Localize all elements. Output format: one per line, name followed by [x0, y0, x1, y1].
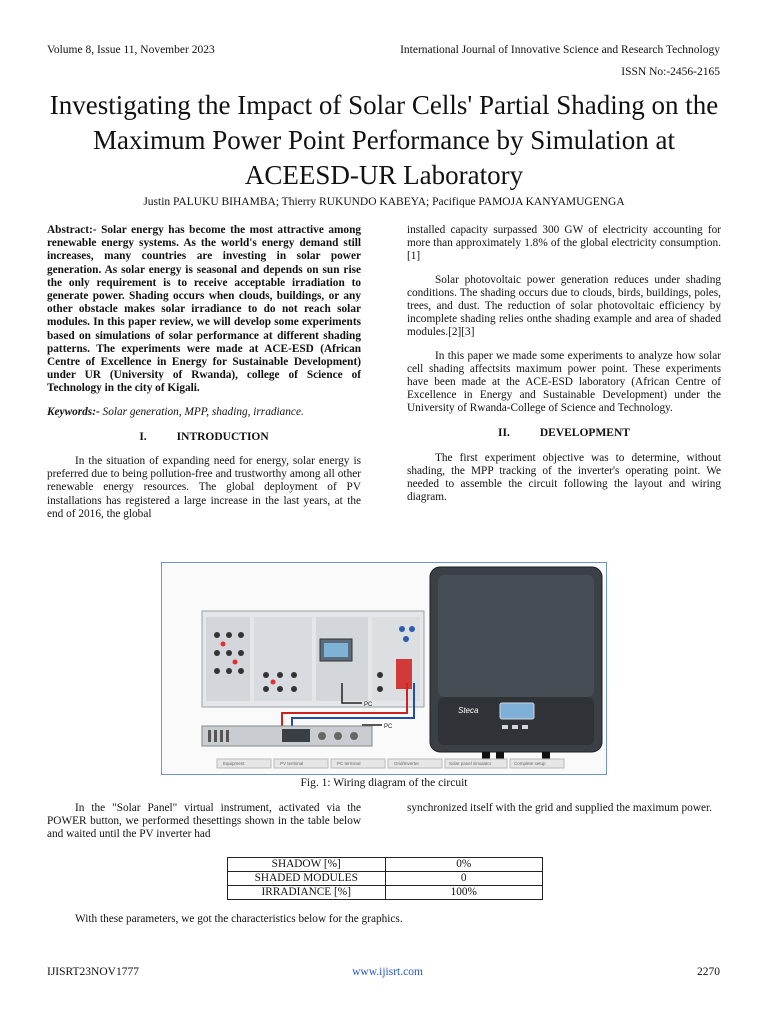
lower-right-paragraph: [407, 802, 721, 815]
keywords: [47, 406, 361, 419]
simulator-knobs: [318, 732, 358, 740]
left-column: [47, 224, 361, 521]
section-number: II.: [498, 426, 510, 439]
inverter-buttons: [502, 725, 528, 729]
section-heading-introduction: [47, 431, 361, 444]
settings-table: [227, 857, 543, 900]
tab-label: Solar panel simulator: [449, 761, 492, 766]
table-row: [228, 886, 543, 900]
wiring-diagram-figure: [161, 562, 607, 775]
table-cell-value: 0%: [385, 858, 543, 872]
inverter-display: [500, 703, 534, 719]
paragraph-experiments: In this paper we made some experiments to analyze how solar cell shading affectsits maximum power point. These experiments have been made at the ACE-ESD laboratory (African Centre of Excellence in Energy and Sustainable Development) under the University of Rwanda-College of Science and Technology.: [407, 349, 721, 415]
tab-label: PV terminal: [280, 761, 304, 766]
section-number: I.: [139, 430, 147, 443]
trainer-module: [254, 617, 312, 701]
tab-label: Grid/Inverter: [394, 761, 420, 766]
table-row: [228, 858, 543, 872]
section-heading-development: [407, 427, 721, 440]
section-title: INTRODUCTION: [176, 430, 269, 443]
red-breaker: [396, 659, 412, 689]
paragraph-capacity: installed capacity surpassed 300 GW of electricity accounting for more than approximately 1.8% of the global electricity consumption.[1]: [407, 224, 721, 263]
after-table-paragraph: With these parameters, we got the characteristics below for the graphics.: [75, 913, 403, 925]
paper-authors: Justin PALUKU BIHAMBA; Thierry RUKUNDO KABEYA; Pacifique PAMOJA KANYAMUGENGA: [143, 196, 625, 208]
paragraph-synchronized: synchronized itself with the grid and supplied the maximum power.: [407, 802, 712, 814]
wiring-diagram-image: [162, 563, 606, 774]
header-volume: Volume 8, Issue 11, November 2023: [47, 44, 215, 56]
pc-label: PC: [364, 702, 373, 708]
paragraph-solar-panel-instrument: In the "Solar Panel" virtual instrument, activated via the POWER button, we performed thesettings shown in the table below and waited until the PV inverter had: [47, 802, 361, 841]
meter-screen: [324, 643, 348, 657]
footer-paper-id: IJISRT23NOV1777: [47, 966, 139, 978]
tab-label: Equipment: [223, 761, 245, 766]
intro-paragraph: In the situation of expanding need for energy, solar energy is preferred due to being pollution-free and trustworthy among all other renewable energy resources. The global deployment of PV installations has registered a large increase in the last years, at the end of 2016, the global: [47, 455, 361, 520]
footer-website-link[interactable]: www.ijisrt.com: [352, 966, 423, 978]
footer-page-number: 2270: [697, 966, 720, 978]
lower-left-paragraph: [47, 802, 361, 842]
header-issn: ISSN No:-2456-2165: [621, 66, 720, 78]
tab-label: PC terminal: [337, 761, 361, 766]
figure-caption: Fig. 1: Wiring diagram of the circuit: [300, 777, 468, 789]
simulator-display: [282, 729, 310, 742]
paper-title: Investigating the Impact of Solar Cells' Partial Shading on the Maximum Power Point Performance by Simulation at ACEESD-UR Laboratory: [49, 90, 719, 190]
table-cell-param: SHADED MODULES: [228, 872, 386, 886]
keywords-text: Solar generation, MPP, shading, irradiance.: [102, 405, 304, 418]
paragraph-objective: The first experiment objective was to determine, without shading, the MPP tracking of the inverter's operating point. We needed to assemble the circuit following the layout and wiring diagram.: [407, 451, 721, 504]
abstract: Abstract:- Solar energy has become the most attractive among renewable energy systems. As the world's energy demand still increases, many countries are investing in solar power generation. As solar energy is seasonal and depends on sun rise the only requirement is to receive acceptable irradiation to generate power. Shading occurs when clouds, buildings, or any other obstacle makes solar irradiance to do not reach solar modules. In this paper review, we will develop some experiments based on simulations of solar performance at different shading patterns. The experiments were made at ACE-ESD (African Centre of Excellence in Energy for Sustainable Development) under UR (University of Rwanda), college of Science of Technology in the city of Kigali.: [47, 224, 361, 395]
tab-strip: [217, 759, 564, 768]
keywords-label: Keywords:-: [47, 405, 100, 418]
tab-label: Complete setup: [514, 761, 546, 766]
right-column: [407, 224, 721, 505]
section-title: DEVELOPMENT: [539, 426, 630, 439]
table-row: [228, 872, 543, 886]
table-cell-value: 100%: [385, 886, 543, 900]
pc-label: PC: [384, 724, 393, 730]
table-cell-value: 0: [385, 872, 543, 886]
table-cell-param: IRRADIANCE [%]: [228, 886, 386, 900]
paragraph-shading: Solar photovoltaic power generation reduces under shading conditions. The shading occurs due to clouds, birds, buildings, poles, trees, and dust. The reduction of solar photovoltaic efficiency by incomplete shading relies onthe shading example and area of shaded modules.[2][3]: [407, 273, 721, 339]
inverter-brand: Steca: [458, 706, 479, 715]
header-journal: International Journal of Innovative Science and Research Technology: [400, 44, 720, 56]
trainer-module: [206, 617, 250, 701]
inverter-upper-housing: [438, 575, 594, 697]
table-cell-param: SHADOW [%]: [228, 858, 386, 872]
